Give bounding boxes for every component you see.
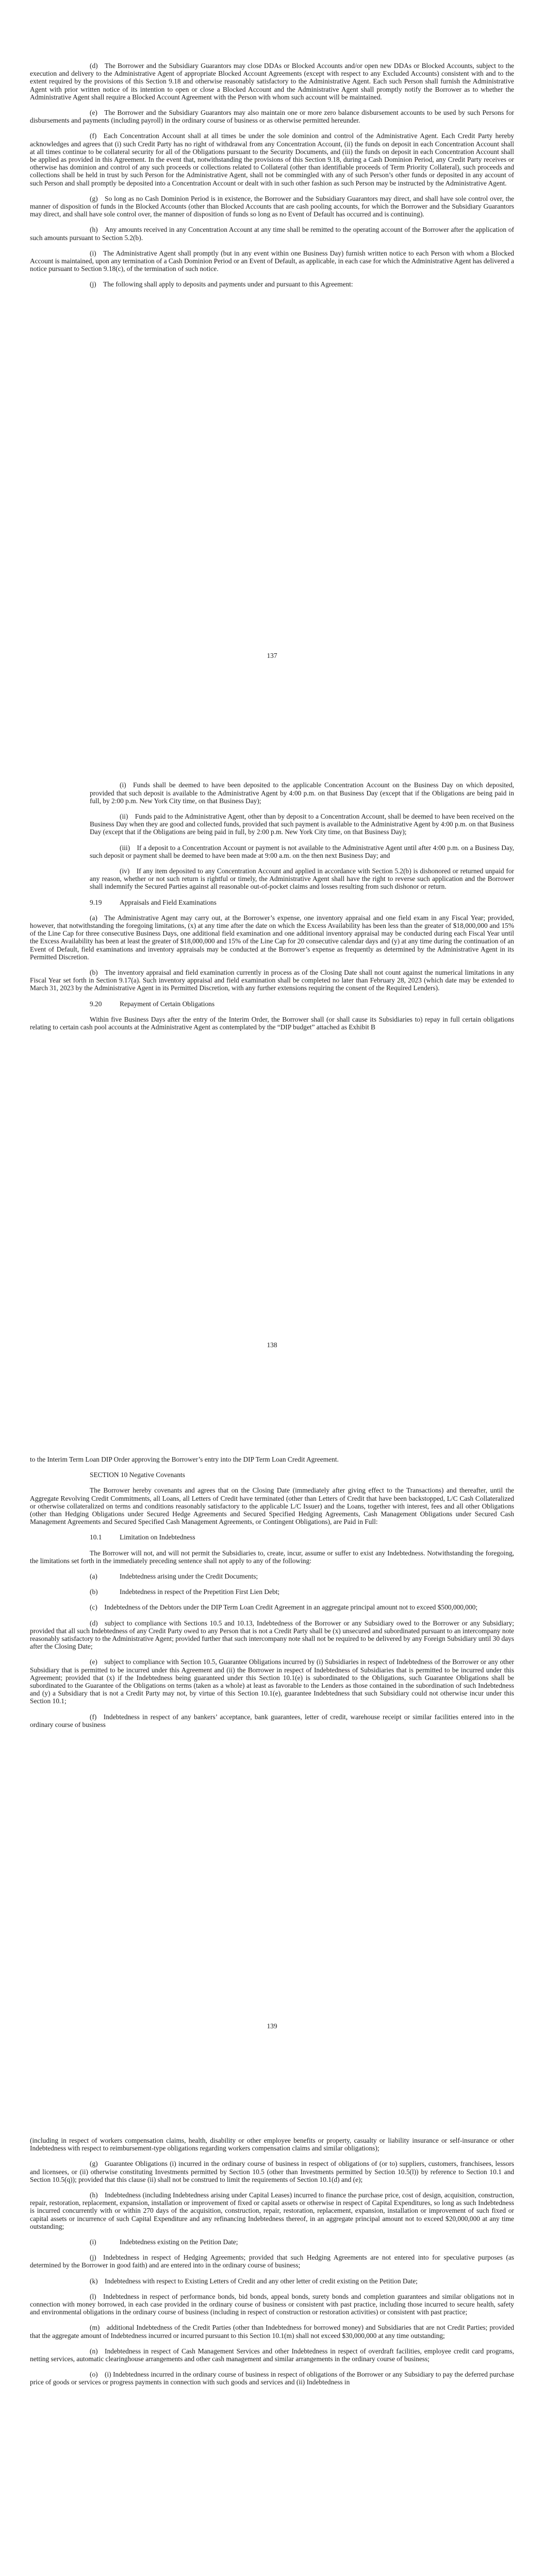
sub-item-iii: (iii) If a deposit to a Concentration Account or payment is not available to the Administrative Agent until after 4:00 p.m. on a Business Day, such deposit or payment shall be deemed to have been made at 9:00 a.m. on the then next Business Day; and: [90, 843, 514, 859]
page-138: [0, 774, 544, 1039]
item-10-1-g: (g) Guarantee Obligations (i) incurred in the ordinary course of business in respect of obligations of (or to) suppliers, customers, franchisees, lessors and licensees, or (ii) otherwise constituting Investments permitted by Section 10.5 (other than Investments permitted by Section 10.5(l)) by reference to Section 10.1 and Section 10.5(q)); provided that this clause (ii) shall not be construed to limit the requirements of Section 10.1(d) and (e);: [30, 2160, 514, 2183]
page-number: 137: [267, 652, 277, 659]
continuation-text: (including in respect of workers compensation claims, health, disability or other employee benefits or property, casualty or liability insurance or self-insurance or other Indebtedness with respect to reimbursement-type obligations regarding workers compensation claims and similar obligations);: [30, 2137, 514, 2153]
item-label: (a): [90, 1572, 97, 1581]
paragraph-9-20: Within five Business Days after the entry of the Interim Order, the Borrower shall (or shall cause its Subsidiaries to) repay in full certain obligations relating to certain cash pool accounts at the Administrative Agent as contemplated by the “DIP budget” attached as Exhibit B: [30, 1015, 514, 1031]
item-10-1-e: (e) subject to compliance with Section 10.5, Guarantee Obligations incurred by (i) Subsidiaries in respect of Indebtedness of the Borrower or any other Subsidiary that is permitted to be incurred under this Agreement and (ii) the Borrower in respect of Indebtedness of Subsidiaries that is permitted to be incurred under this Agreement; provided that (x) if the Indebtedness being guaranteed under this Section 10.1(e) is subordinated to the Obligations, such Guarantee Obligations shall be subordinated to the Guarantee of the Obligations on terms (taken as a whole) at least as favorable to the Lenders as those contained in the subordination of such Indebtedness and (y) a Subsidiary that is not a Credit Party may not, by virtue of this Section 10.1(e), guarantee Indebtedness that such Subsidiary could not otherwise incur under this Section 10.1;: [30, 1658, 514, 1705]
page-137: [0, 62, 544, 296]
section-number: 9.19: [90, 898, 102, 906]
sub-item-ii: (ii) Funds paid to the Administrative Agent, other than by deposit to a Concentration Account, shall be deemed to have been received on the Business Day when they are good and collected funds, provided that such payment is available to the Administrative Agent by 4:00 p.m. on that Business Day (except that if the Obligations are being paid in full, by 2:00 p.m. New York City time, on that Business Day);: [90, 812, 514, 836]
paragraph-9-19-b: (b) The inventory appraisal and field examination currently in process as of the Closing Date shall not count against the numerical limitations in any Fiscal Year set forth in Section 9.17(a). Such inventory appraisal and field examination shall be completed no later than February 28, 2023 (which date may be extended to March 31, 2023 by the Administrative Agent in its Permitted Discretion, with any further extensions requiring the consent of the Required Lenders).: [30, 969, 514, 992]
section-10-1-intro: The Borrower will not, and will not permit the Subsidiaries to, create, incur, assume or suffer to exist any Indebtedness. Notwithstanding the foregoing, the limitations set forth in the immediately preceding sentence shall not apply to any of the following:: [30, 1549, 514, 1565]
section-number: 10.1: [90, 1533, 102, 1541]
section-number: 9.20: [90, 999, 102, 1008]
section-heading-9-20: [30, 1000, 514, 1008]
item-10-1-f: (f) Indebtedness in respect of any bankers’ acceptance, bank guarantees, letter of credit, warehouse receipt or similar facilities entered into in the ordinary course of business: [30, 1713, 514, 1728]
sub-item-i: (i) Funds shall be deemed to have been deposited to the applicable Concentration Account on the Business Day on which deposited, provided that such deposit is available to the Administrative Agent by 4:00 p.m. on that Business Day (except that if the Obligations are being paid in full, by 2:00 p.m. New York City time, on that Business Day);: [90, 781, 514, 805]
item-text: Indebtedness in respect of the Prepetition First Lien Debt;: [120, 1588, 280, 1596]
item-text: Indebtedness arising under the Credit Documents;: [120, 1572, 258, 1581]
paragraph-9-18-i: (i) The Administrative Agent shall promptly (but in any event within one Business Day) furnish written notice to each Person with whom a Blocked Account is maintained, upon any termination of a Cash Dominion Period or an Event of Default, as applicable, in each case for which the Administrative Agent has delivered a notice pursuant to Section 9.18(c), of the termination of such notice.: [30, 249, 514, 273]
page-139: [0, 1455, 544, 1736]
item-label: (b): [90, 1588, 98, 1596]
item-10-1-k: (k) Indebtedness with respect to Existing Letters of Credit and any other letter of credit existing on the Petition Date;: [90, 2277, 418, 2285]
item-10-1-n: (n) Indebtedness in respect of Cash Management Services and other Indebtedness in respect of overdraft facilities, employee credit card programs, netting services, automatic clearinghouse arrangements and other cash management and similar arrangements in the ordinary course of business;: [30, 2347, 514, 2363]
section-heading-10-1: [30, 1533, 514, 1541]
paragraph-9-18-f: (f) Each Concentration Account shall at all times be under the sole dominion and control of the Administrative Agent. Each Credit Party hereby acknowledges and agrees that (i) such Credit Party has no right of withdrawal from any Concentration Account, (ii) the funds on deposit in each Concentration Account shall at all times continue to be collateral security for all of the Obligations pursuant to the Security Documents, and (iii) the funds on deposit in each Concentration Account shall be applied as provided in this Agreement. In the event that, notwithstanding the provisions of this Section 9.18, during a Cash Dominion Period, any Credit Party receives or otherwise has dominion and control of any such proceeds or collections related to Collateral (other than identifiable proceeds of Term Priority Collateral), such proceeds and collections shall be held in trust by such Person for the Administrative Agent, shall not be commingled with any of such Person’s other funds or deposited in any account of such Person and shall promptly be deposited into a Concentration Account or dealt with in such other fashion as such Person may be instructed by the Administrative Agent.: [30, 132, 514, 187]
item-10-1-c: (c) Indebtedness of the Debtors under the DIP Term Loan Credit Agreement in an aggregate principal amount not to exceed $500,000,000;: [90, 1603, 478, 1612]
item-10-1-m: (m) additional Indebtedness of the Credit Parties (other than Indebtedness for borrowed money) and Subsidiaries that are not Credit Parties; provided that the aggregate amount of Indebtedness incurred or incurred pursuant to this Section 10.1(m) shall not exceed $30,000,000 at any time outstanding;: [30, 2324, 514, 2340]
paragraph-9-18-d: (d) The Borrower and the Subsidiary Guarantors may close DDAs or Blocked Accounts and/or open new DDAs or Blocked Accounts, subject to the execution and delivery to the Administrative Agent of appropriate Blocked Account Agreements (except with respect to any Excluded Accounts) consistent with and to the extent required by the provisions of this Section 9.18 and otherwise reasonably satisfactory to the Administrative Agent. Each such Person shall furnish the Administrative Agent with prior written notice of its intention to open or close a Blocked Account and the Administrative Agent shall promptly notify the Borrower as to whether the Administrative Agent shall require a Blocked Account Agreement with the Person with whom such account will be maintained.: [30, 62, 514, 101]
item-label: (i): [90, 2238, 96, 2246]
section-heading-9-19: [30, 899, 514, 906]
item-10-1-a: [30, 1572, 514, 1580]
section-10-intro: The Borrower hereby covenants and agrees that on the Closing Date (immediately after giving effect to the Transactions) and thereafter, until the Aggregate Revolving Credit Commitments, all Loans, all Letters of Credit have terminated (other than Letters of Credit that have been backstopped, L/C Cash Collateralized or otherwise collateralized on terms and conditions reasonably satisfactory to the applicable L/C Issuer) and the Loans, together with interest, fees and all other Obligations (other than Hedging Obligations under Secured Hedge Agreements and Secured Specified Hedging Agreements, Cash Management Obligations under Secured Cash Management Agreements and Secured Specified Cash Management Agreements, or Contingent Obligations), are Paid in Full:: [30, 1486, 514, 1526]
item-10-1-i: [30, 2238, 514, 2246]
section-title: Repayment of Certain Obligations: [120, 999, 215, 1008]
paragraph-9-19-a: (a) The Administrative Agent may carry out, at the Borrower’s expense, one inventory appraisal and one field exam in any Fiscal Year; provided, however, that notwithstanding the foregoing limitations, (x) at any time after the date on which the Excess Availability has been less than the greater of $18,000,000 and 15% of the Line Cap for three consecutive Business Days, one additional field examination and one additional inventory appraisal may be conducted during each Fiscal Year until the Excess Availability has been at least the greater of $18,000,000 and 15% of the Line Cap for 20 consecutive calendar days and (y) at any time during the continuation of an Event of Default, field examinations and inventory appraisals may be conducted at the Borrower’s expense as frequently as determined by the Administrative Agent in its Permitted Discretion.: [30, 913, 514, 961]
continuation-text: to the Interim Term Loan DIP Order approving the Borrower’s entry into the DIP Term Loan Credit Agreement.: [30, 1455, 339, 1463]
page-number: 139: [267, 2022, 277, 2030]
sub-item-iv: (iv) If any item deposited to any Concentration Account and applied in accordance with Section 5.2(b) is dishonored or returned unpaid for any reason, whether or not such return is rightful or timely, the Administrative Agent shall have the right to reverse such application and the Borrower shall indemnify the Secured Parties against all reasonable out-of-pocket claims and losses resulting from such dishonor or return.: [90, 867, 514, 891]
item-10-1-l: (l) Indebtedness in respect of performance bonds, bid bonds, appeal bonds, surety bonds and completion guarantees and similar obligations not in connection with money borrowed, in each case provided in the ordinary course of business or consistent with past practice, including those incurred to secure health, safety and environmental obligations in the ordinary course of business (including in respect of construction or restoration activities) or consistent with past practice;: [30, 2292, 514, 2316]
section-title: Limitation on Indebtedness: [120, 1533, 195, 1541]
item-10-1-o: (o) (i) Indebtedness incurred in the ordinary course of business in respect of obligations of the Borrower or any Subsidiary to pay the deferred purchase price of goods or services or progress payments in connection with such goods and services and (ii) Indebtedness in: [30, 2370, 514, 2386]
item-text: Indebtedness existing on the Petition Date;: [120, 2238, 238, 2246]
section-title: Appraisals and Field Examinations: [120, 898, 217, 906]
item-10-1-h: (h) Indebtedness (including Indebtedness arising under Capital Leases) incurred to finance the purchase price, cost of design, acquisition, construction, repair, restoration, replacement, expansion, installation or improvement of fixed or capital assets or otherwise in respect of Capital Expenditures, so long as such Indebtedness is incurred concurrently with or within 270 days of the acquisition, construction, repair, restoration, replacement, expansion, installation or improvement of such fixed or capital assets or incurrence of such Capital Expenditure and any refinancing Indebtedness thereof, in an aggregate principal amount not to exceed $20,000,000 at any time outstanding;: [30, 2191, 514, 2230]
item-10-1-d: (d) subject to compliance with Sections 10.5 and 10.13, Indebtedness of the Borrower or any Subsidiary owed to the Borrower or any Subsidiary; provided that all such Indebtedness of any Credit Party owed to any Person that is not a Credit Party shall be (x) unsecured and subordinated pursuant to an intercompany note reasonably satisfactory to the Administrative Agent; provided further that such intercompany note shall not be required to be delivered by any Foreign Subsidiary until 30 days after the Closing Date;: [30, 1619, 514, 1651]
item-10-1-b: [30, 1588, 514, 1596]
paragraph-9-18-h: (h) Any amounts received in any Concentration Account at any time shall be remitted to the operating account of the Borrower after the application of such amounts pursuant to Section 5.2(b).: [30, 226, 514, 242]
item-10-1-j: (j) Indebtedness in respect of Hedging Agreements; provided that such Hedging Agreements are not entered into for speculative purposes (as determined by the Borrower in good faith) and are entered into in the ordinary course of business;: [30, 2253, 514, 2269]
paragraph-9-18-j: (j) The following shall apply to deposits and payments under and pursuant to this Agreement:: [90, 280, 353, 289]
paragraph-9-18-e: (e) The Borrower and the Subsidiary Guarantors may also maintain one or more zero balance disbursement accounts to be used by such Persons for disbursements and payments (including payroll) in the ordinary course of business or as otherwise permitted hereunder.: [30, 109, 514, 125]
page-number: 138: [267, 1341, 277, 1349]
paragraph-9-18-g: (g) So long as no Cash Dominion Period is in existence, the Borrower and the Subsidiary Guarantors may direct, and shall have sole control over, the manner of disposition of funds in the Blocked Accounts (other than Blocked Accounts that are cash pooling accounts, for which the Borrower and the Subsidiary Guarantors may direct, and shall have sole control over, the manner of disposition of funds so long as no Event of Default has occurred and is continuing).: [30, 194, 514, 218]
page-140: [0, 2137, 544, 2394]
section-10-heading: SECTION 10 Negative Covenants: [90, 1471, 185, 1479]
